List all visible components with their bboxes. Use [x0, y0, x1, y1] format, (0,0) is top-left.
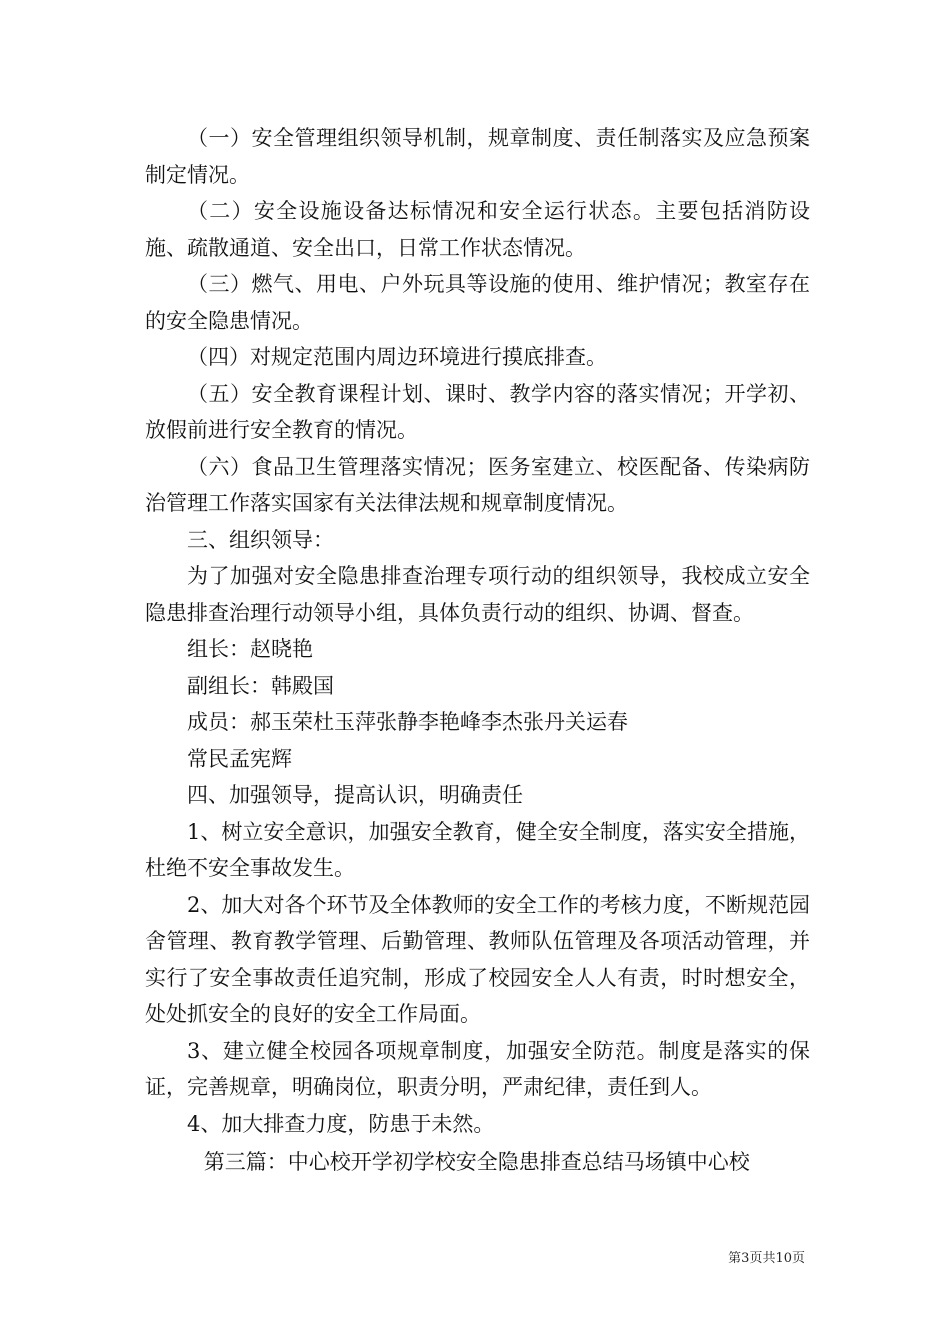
document-body	[145, 120, 810, 1181]
measure-item-1: 1、树立安全意识，加强安全教育，健全安全制度，落实安全措施，杜绝不安全事故发生。	[145, 819, 810, 880]
organization-intro: 为了加强对安全隐患排查治理专项行动的组织领导，我校成立安全隐患排查治理行动领导小组，具体负责行动的组织、协调、督查。	[145, 564, 810, 625]
group-members-continued: 常民孟宪辉	[187, 746, 292, 771]
measure-item-2: 2、加大对各个环节及全体教师的安全工作的考核力度，不断规范园舍管理、教育教学管理、后勤管理、教师队伍管理及各项活动管理，并实行了安全事故责任追究制，形成了校园安全人人有责，时时想安全，处处抓安全的良好的安全工作局面。	[145, 892, 810, 1026]
deputy-group-leader: 副组长：韩殿国	[187, 673, 334, 698]
paragraph-item-2: （二）安全设施设备达标情况和安全运行状态。主要包括消防设施、疏散通道、安全出口，日常工作状态情况。	[145, 199, 810, 260]
paragraph-item-4: （四）对规定范围内周边环境进行摸底排查。	[187, 345, 607, 369]
group-leader: 组长：赵晓艳	[187, 637, 313, 661]
paragraph-item-1: （一）安全管理组织领导机制，规章制度、责任制落实及应急预案制定情况。	[145, 126, 810, 187]
section-heading-leadership: 四、加强领导，提高认识，明确责任	[187, 783, 523, 807]
measure-item-3: 3、建立健全校园各项规章制度，加强安全防范。制度是落实的保证，完善规章，明确岗位，职责分明，严肃纪律，责任到人。	[145, 1038, 810, 1099]
page-number-footer: 第3页共10页	[728, 1251, 805, 1266]
paragraph-item-6: （六）食品卫生管理落实情况；医务室建立、校医配备、传染病防治管理工作落实国家有关法律法规和规章制度情况。	[145, 454, 810, 515]
paragraph-item-3: （三）燃气、用电、户外玩具等设施的使用、维护情况；教室存在的安全隐患情况。	[145, 272, 810, 333]
measure-item-4: 4、加大排查力度，防患于未然。	[187, 1111, 495, 1136]
paragraph-item-5: （五）安全教育课程计划、课时、教学内容的落实情况；开学初、放假前进行安全教育的情况。	[145, 381, 810, 442]
group-members: 成员：郝玉荣杜玉萍张静李艳峰李杰张丹关运春	[187, 710, 628, 734]
section-heading-organization: 三、组织领导：	[187, 527, 334, 552]
chapter-title-third: 第三篇：中心校开学初学校安全隐患排查总结马场镇中心校	[203, 1150, 750, 1174]
